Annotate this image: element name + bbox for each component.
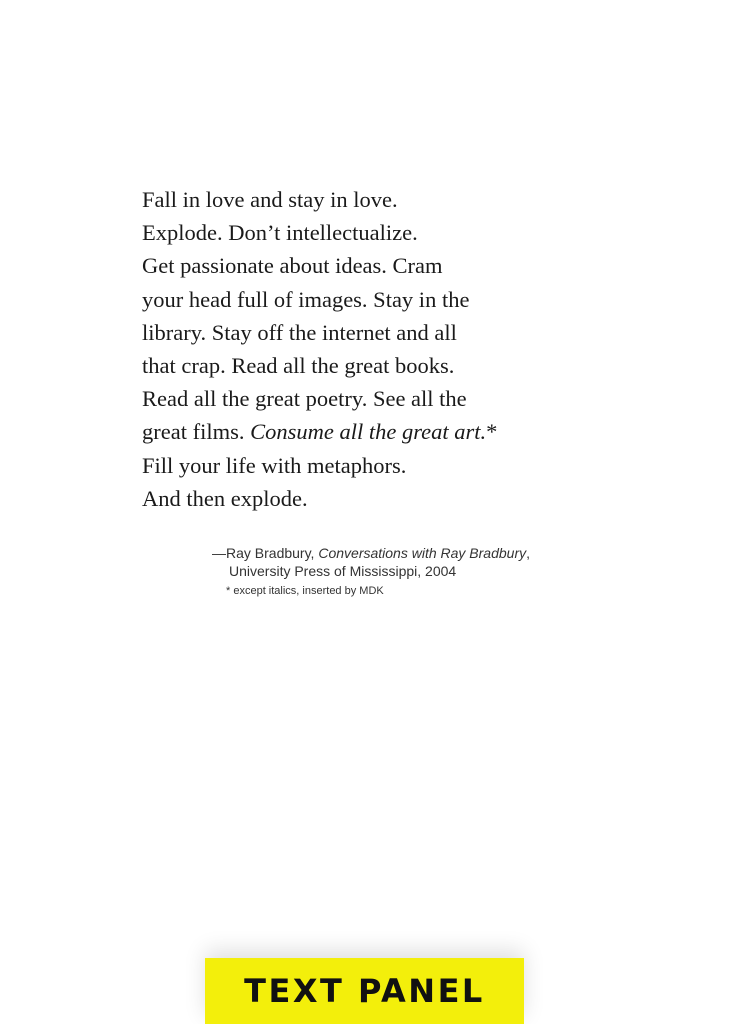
quote-emphasis: Consume all the great art. — [250, 419, 487, 445]
quote-line: that crap. Read all the great books. — [142, 353, 455, 379]
quote-line: Explode. Don’t intellectualize. — [142, 220, 418, 246]
quote-line: your head full of images. Stay in the — [142, 286, 470, 312]
quote-block — [142, 183, 582, 515]
attribution — [212, 544, 530, 580]
quote-line: Get passionate about ideas. Cram — [142, 253, 443, 279]
attribution-author: —Ray Bradbury, — [212, 545, 319, 561]
quote-line: Read all the great poetry. See all the — [142, 386, 467, 412]
attribution-book-title: Conversations with Ray Bradbury — [318, 545, 527, 561]
attribution-publisher: University Press of Mississippi, 2004 — [229, 563, 457, 579]
quote-asterisk: * — [486, 419, 498, 445]
quote-line: Fill your life with metaphors. — [142, 452, 407, 478]
attribution-comma: , — [526, 545, 530, 561]
quote-line: Fall in love and stay in love. — [142, 187, 398, 212]
quote-line-start: great films. — [142, 419, 251, 445]
footnote: * except italics, inserted by MDK — [226, 585, 384, 597]
quote-line: library. Stay off the internet and all — [142, 319, 457, 345]
quote-line: And then explode. — [142, 485, 308, 511]
text-panel-label: TEXT PANEL — [205, 958, 524, 1024]
quote-line-with-emphasis — [142, 415, 582, 448]
